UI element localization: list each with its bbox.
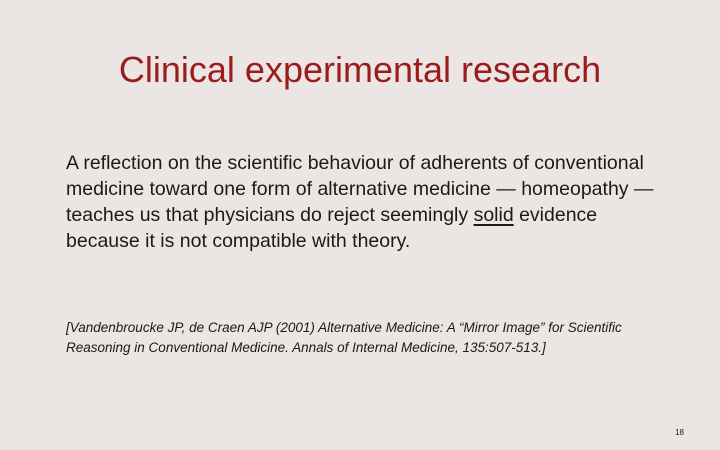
citation: [Vandenbroucke JP, de Craen AJP (2001) Alternative Medicine: A “Mirror Image” for Scientific Reasoning in Conventional Medicine. Annals of Internal Medicine, 135:507-513.] <box>66 320 622 355</box>
page-number: 18 <box>675 428 684 437</box>
body-text-part-1: A reflection on the scientific behaviour of adherents of conventional medicine toward one form of alternative medicine — homeopathy — teaches us that physicians do reject seemingly <box>66 152 654 226</box>
slide-title: Clinical experimental research <box>118 49 602 90</box>
underlined-word: solid <box>473 204 514 226</box>
body-paragraph <box>66 150 676 254</box>
body-text-part-2: evidence because it is not compatible with theory. <box>66 204 598 252</box>
